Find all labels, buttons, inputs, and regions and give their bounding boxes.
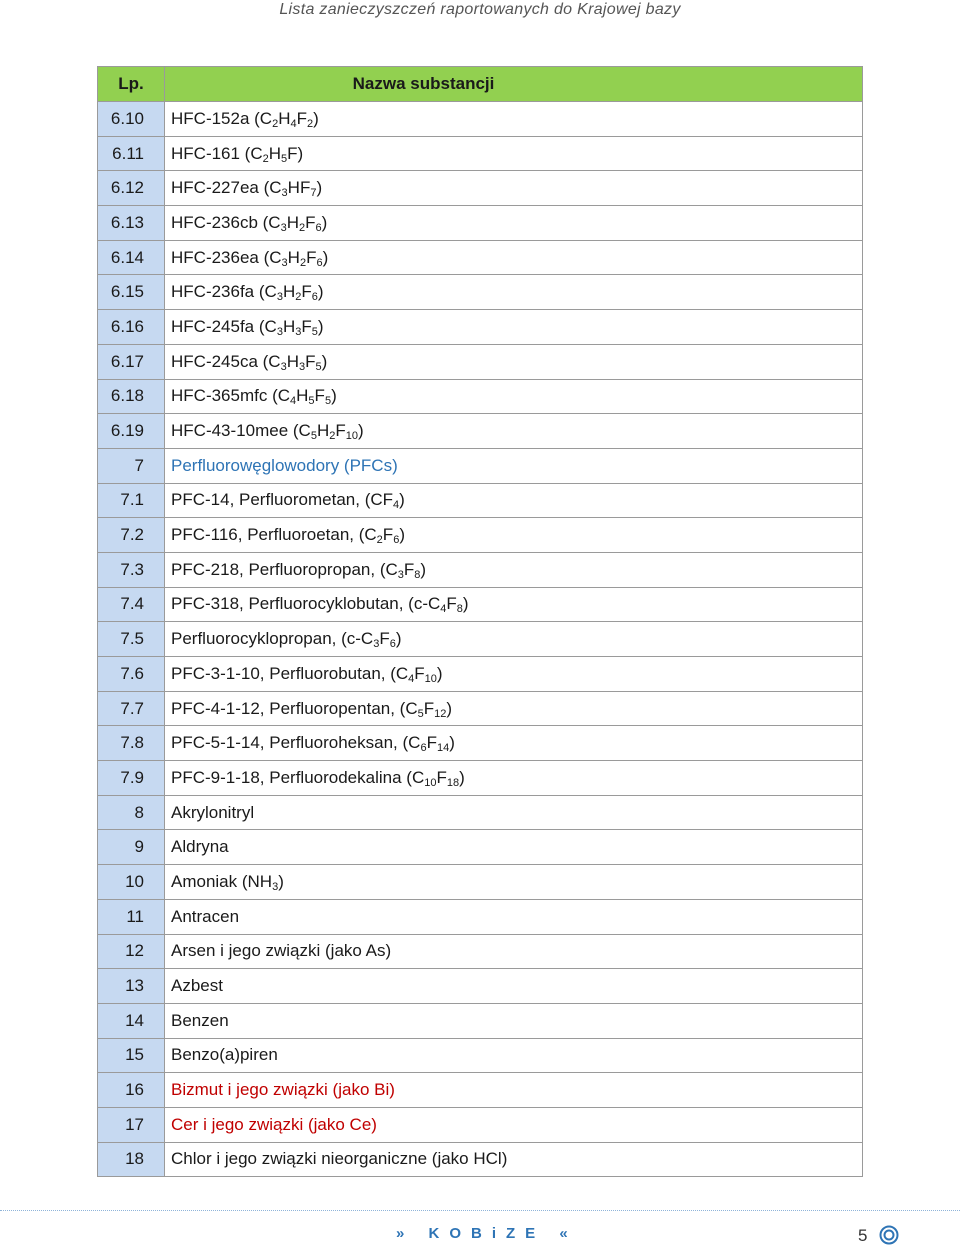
name-text: Perfluorocyklopropan, (c-C (171, 629, 374, 649)
name-text: HFC-161 (C (171, 143, 263, 163)
name-text: Antracen (171, 906, 240, 926)
formula-subscript: 4 (290, 395, 297, 408)
name-text: PFC-318, Perfluorocyklobutan, (c-C (171, 594, 441, 614)
table-row (98, 691, 863, 726)
name-text: H (287, 247, 300, 267)
row-substance-name (165, 795, 863, 830)
name-text: F (436, 767, 447, 787)
row-lp: 7.1 (98, 483, 165, 518)
row-substance-name (165, 1142, 863, 1177)
page-header-title: Lista zanieczyszczeń raportowanych do Krajowej bazy (279, 1, 681, 18)
formula-subscript: 5 (315, 360, 322, 373)
table-row (98, 552, 863, 587)
row-lp: 6.16 (98, 310, 165, 345)
row-lp: 7.9 (98, 761, 165, 796)
formula-subscript: 2 (376, 534, 383, 547)
table-row (98, 136, 863, 171)
footer-brand: » KOBiZE « (396, 1225, 578, 1242)
table-row (98, 171, 863, 206)
name-text: F (305, 351, 316, 371)
formula-subscript: 4 (393, 499, 400, 512)
row-substance-name (165, 518, 863, 553)
row-lp: 13 (98, 969, 165, 1004)
formula-subscript: 5 (311, 325, 318, 338)
row-lp: 6.17 (98, 344, 165, 379)
row-lp: 7.2 (98, 518, 165, 553)
page-number: 5 (858, 1226, 868, 1245)
name-text: ) (462, 594, 469, 614)
formula-subscript: 5 (310, 430, 317, 443)
row-lp: 6.11 (98, 136, 165, 171)
name-text: Aldryna (171, 837, 229, 857)
formula-subscript: 10 (424, 672, 437, 685)
name-text: PFC-3-1-10, Perfluorobutan, (C (171, 663, 409, 683)
row-lp: 7.5 (98, 622, 165, 657)
table-row (98, 934, 863, 969)
row-lp: 7.8 (98, 726, 165, 761)
name-text: ) (278, 871, 284, 891)
row-lp: 6.10 (98, 102, 165, 137)
row-lp: 6.14 (98, 240, 165, 275)
name-text: HFC-236fa (C (171, 282, 277, 302)
formula-subscript: 2 (272, 117, 279, 130)
row-lp: 7.6 (98, 657, 165, 692)
name-text: Arsen i jego związki (jako As) (171, 941, 392, 961)
name-text: HFC-236cb (C (171, 212, 281, 232)
name-text: F (314, 386, 325, 406)
name-text: HFC-236ea (C (171, 247, 282, 267)
name-text: F (301, 282, 312, 302)
formula-subscript: 2 (295, 291, 302, 304)
formula-subscript: 2 (262, 152, 269, 165)
table-row (98, 448, 863, 483)
name-text: Azbest (171, 976, 223, 996)
row-lp: 6.13 (98, 206, 165, 241)
name-text: Akrylonitryl (171, 802, 255, 822)
name-text: PFC-218, Perfluoropropan, (C (171, 559, 398, 579)
name-text: Benzo(a)piren (171, 1045, 278, 1065)
row-lp: 18 (98, 1142, 165, 1177)
formula-subscript: 3 (299, 360, 306, 373)
name-text: Amoniak (NH (171, 871, 273, 891)
row-substance-name (165, 1107, 863, 1142)
formula-subscript: 18 (446, 776, 460, 789)
table-row (98, 344, 863, 379)
row-substance-name (165, 1038, 863, 1073)
table-row (98, 414, 863, 449)
formula-subscript: 6 (393, 534, 400, 547)
formula-subscript: 5 (324, 395, 332, 408)
name-text: ) (321, 351, 328, 371)
row-substance-name (165, 761, 863, 796)
row-lp: 14 (98, 1003, 165, 1038)
table-row (98, 795, 863, 830)
table-row (98, 622, 863, 657)
row-lp: 10 (98, 865, 165, 900)
row-lp: 7.7 (98, 691, 165, 726)
formula-subscript: 3 (280, 360, 287, 373)
formula-subscript: 4 (440, 603, 447, 616)
formula-subscript: 3 (373, 638, 380, 651)
target-circle-icon (879, 1225, 899, 1245)
name-text: F (335, 421, 346, 441)
name-text: H (278, 108, 291, 128)
table-row (98, 1003, 863, 1038)
name-text: ) (446, 698, 453, 718)
name-text: F (382, 525, 394, 545)
formula-subscript: 3 (281, 187, 288, 200)
name-text: F (296, 108, 308, 128)
name-text: PFC-14, Perfluorometan, (CF (171, 490, 394, 510)
table-row (98, 275, 863, 310)
formula-subscript: 5 (417, 707, 424, 720)
name-text: ) (316, 178, 323, 198)
name-text: F) (287, 143, 304, 163)
table-row (98, 761, 863, 796)
name-text: ) (317, 316, 324, 336)
row-substance-name (165, 657, 863, 692)
column-header-name: Nazwa substancji (165, 67, 863, 102)
formula-subscript: 8 (414, 568, 421, 581)
name-text: PFC-9-1-18, Perfluorodekalina (C (171, 767, 425, 787)
name-text: Cer i jego związki (jako Ce) (171, 1114, 377, 1134)
substances-table (97, 66, 863, 1177)
name-text: Chlor i jego związki nieorganiczne (jako HCl) (171, 1149, 508, 1169)
formula-subscript: 3 (280, 221, 287, 234)
name-text: F (426, 733, 437, 753)
row-substance-name (165, 310, 863, 345)
row-substance-name (165, 136, 863, 171)
column-header-lp: Lp. (98, 67, 165, 102)
formula-subscript: 2 (299, 221, 306, 234)
name-text: HFC-245fa (C (171, 316, 277, 336)
name-text: HFC-43-10mee (C (171, 421, 311, 441)
table-row (98, 483, 863, 518)
row-substance-name (165, 934, 863, 969)
row-lp: 8 (98, 795, 165, 830)
name-text: H (282, 282, 296, 302)
row-substance-name (165, 969, 863, 1004)
name-text: Benzen (171, 1010, 229, 1030)
name-text: ) (459, 767, 465, 787)
row-substance-name (165, 691, 863, 726)
name-text: HFC-245ca (C (171, 351, 281, 371)
name-text: ) (322, 247, 329, 267)
row-substance-name (165, 587, 863, 622)
name-text: F (379, 629, 390, 649)
name-text: PFC-116, Perfluoroetan, (C (171, 525, 377, 545)
name-text: H (286, 351, 299, 371)
name-text: F (446, 594, 457, 614)
row-substance-name (165, 240, 863, 275)
formula-subscript: 2 (299, 256, 307, 269)
table-row (98, 587, 863, 622)
table-row (98, 310, 863, 345)
row-substance-name (165, 414, 863, 449)
name-text: H (282, 316, 296, 336)
formula-subscript: 7 (310, 187, 317, 200)
formula-subscript: 6 (316, 256, 323, 269)
name-text: H (268, 143, 282, 163)
name-text: ) (313, 108, 319, 128)
table-row (98, 1073, 863, 1108)
name-text: PFC-4-1-12, Perfluoropentan, (C (171, 698, 418, 718)
formula-subscript: 6 (315, 221, 322, 234)
formula-subscript: 12 (434, 707, 447, 720)
row-substance-name (165, 622, 863, 657)
formula-subscript: 3 (272, 880, 279, 893)
table-row (98, 657, 863, 692)
formula-subscript: 5 (308, 395, 315, 408)
table-row (98, 830, 863, 865)
row-lp: 11 (98, 899, 165, 934)
table-row (98, 1038, 863, 1073)
name-text: HFC-227ea (C (171, 178, 282, 198)
row-substance-name (165, 206, 863, 241)
name-text: ) (357, 421, 364, 441)
formula-subscript: 6 (389, 638, 396, 651)
table-row (98, 726, 863, 761)
name-text: ) (436, 663, 443, 683)
name-text: ) (321, 212, 328, 232)
table-row (98, 379, 863, 414)
table-row (98, 865, 863, 900)
table-row (98, 240, 863, 275)
name-text: Perfluorowęglowodory (PFCs) (171, 455, 398, 475)
row-lp: 7.3 (98, 552, 165, 587)
row-substance-name (165, 275, 863, 310)
row-substance-name (165, 1003, 863, 1038)
name-text: ) (449, 733, 455, 753)
table-body (98, 102, 863, 1177)
row-lp: 12 (98, 934, 165, 969)
table-row (98, 206, 863, 241)
name-text: H (316, 421, 330, 441)
name-text: H (286, 212, 299, 232)
row-lp: 9 (98, 830, 165, 865)
name-text: ) (399, 525, 405, 545)
row-substance-name (165, 379, 863, 414)
formula-subscript: 5 (281, 152, 288, 165)
formula-subscript: 3 (295, 325, 302, 338)
formula-subscript: 8 (456, 603, 463, 616)
formula-subscript: 4 (408, 672, 415, 685)
row-substance-name (165, 830, 863, 865)
formula-subscript: 2 (329, 430, 336, 443)
row-lp: 15 (98, 1038, 165, 1073)
name-text: ) (317, 282, 324, 302)
formula-subscript: 3 (397, 568, 404, 581)
row-lp: 17 (98, 1107, 165, 1142)
table-header-row (98, 67, 863, 102)
name-text: F (423, 698, 435, 718)
row-substance-name (165, 102, 863, 137)
formula-subscript: 3 (276, 291, 283, 304)
name-text: HF (287, 178, 311, 198)
row-lp: 7 (98, 448, 165, 483)
formula-subscript: 10 (345, 430, 358, 443)
name-text: F (305, 212, 316, 232)
name-text: ) (331, 386, 337, 406)
formula-subscript: 6 (420, 742, 427, 755)
table-row (98, 1142, 863, 1177)
name-text: F (414, 663, 425, 683)
name-text: HFC-365mfc (C (171, 386, 291, 406)
row-substance-name (165, 726, 863, 761)
table-row (98, 1107, 863, 1142)
name-text: PFC-5-1-14, Perfluoroheksan, (C (171, 733, 421, 753)
row-lp: 6.19 (98, 414, 165, 449)
name-text: H (296, 386, 309, 406)
name-text: Bizmut i jego związki (jako Bi) (171, 1080, 395, 1100)
row-substance-name (165, 344, 863, 379)
row-lp: 6.18 (98, 379, 165, 414)
formula-subscript: 6 (311, 291, 318, 304)
formula-subscript: 3 (276, 325, 283, 338)
table-row (98, 899, 863, 934)
name-text: F (403, 559, 415, 579)
row-substance-name (165, 552, 863, 587)
row-lp: 16 (98, 1073, 165, 1108)
table-row (98, 518, 863, 553)
row-lp: 6.15 (98, 275, 165, 310)
row-lp: 7.4 (98, 587, 165, 622)
name-text: F (301, 316, 312, 336)
formula-subscript: 3 (281, 256, 288, 269)
formula-subscript: 4 (290, 117, 297, 130)
row-substance-name (165, 865, 863, 900)
table-row (98, 102, 863, 137)
formula-subscript: 10 (424, 776, 437, 789)
name-text: ) (395, 629, 402, 649)
name-text: F (306, 247, 317, 267)
row-substance-name (165, 171, 863, 206)
footer-divider (0, 1210, 960, 1211)
row-lp: 6.12 (98, 171, 165, 206)
formula-subscript: 14 (436, 742, 450, 755)
row-substance-name (165, 1073, 863, 1108)
name-text: ) (420, 559, 427, 579)
row-substance-name (165, 448, 863, 483)
row-substance-name (165, 483, 863, 518)
row-substance-name (165, 899, 863, 934)
table-row (98, 969, 863, 1004)
formula-subscript: 2 (307, 117, 314, 130)
name-text: HFC-152a (C (171, 108, 273, 128)
name-text: ) (399, 490, 405, 510)
